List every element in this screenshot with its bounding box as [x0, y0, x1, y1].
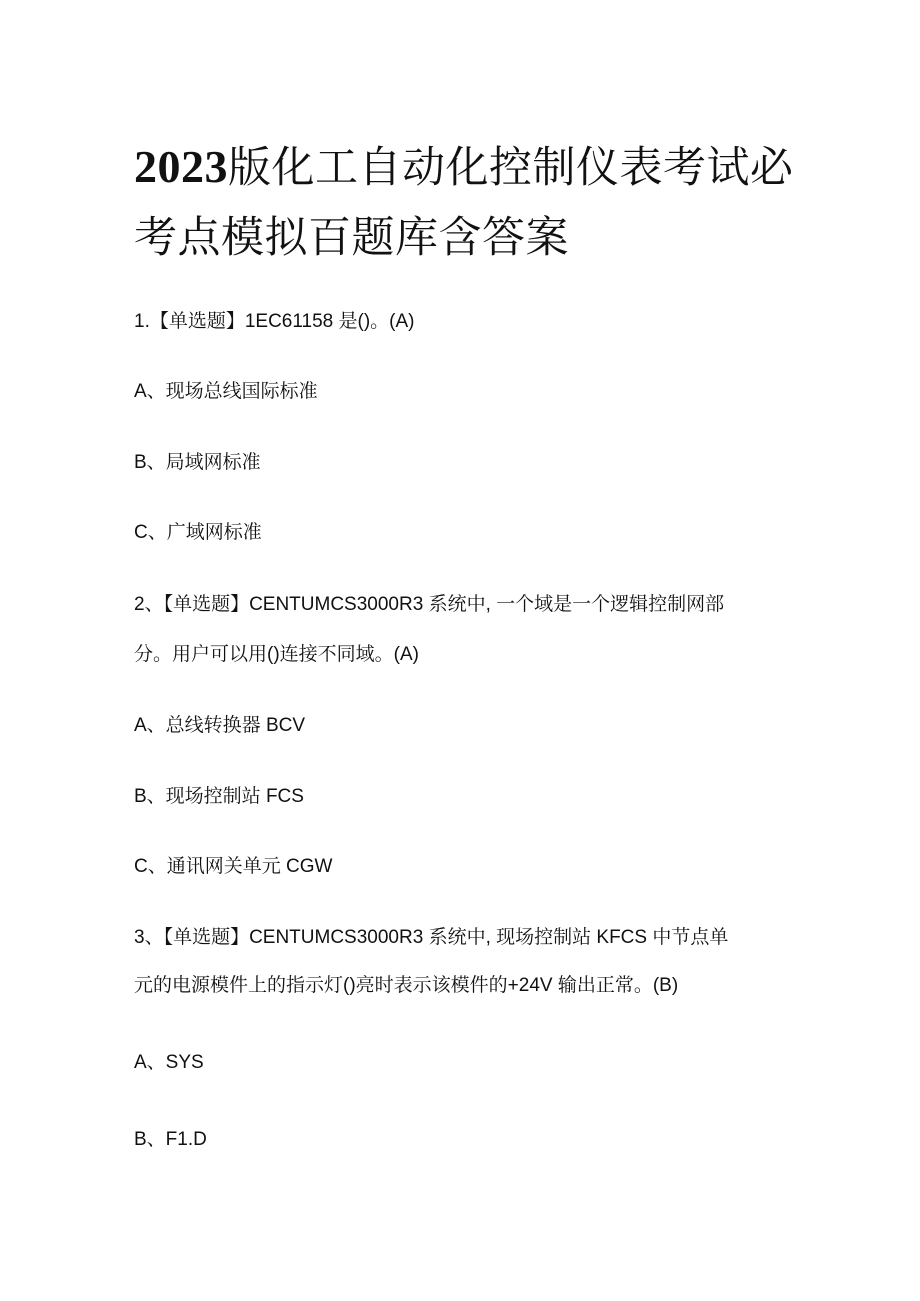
question-3-option-a: A、SYS [134, 1052, 204, 1073]
question-2-stem-line-2: 分。用户可以用()连接不同域。(A) [134, 644, 419, 665]
question-1-option-b: B、局域网标准 [134, 452, 261, 473]
question-1-option-c: C、广域网标准 [134, 522, 262, 543]
title-year: 2023 [134, 141, 228, 192]
question-2-option-a: A、总线转换器 BCV [134, 715, 306, 736]
question-3-stem-line-2: 元的电源模件上的指示灯()亮时表示该模件的+24V 输出正常。(B) [134, 975, 679, 996]
question-1-option-a: A、现场总线国际标准 [134, 381, 318, 402]
question-1-stem: 1.【单选题】1EC61158 是()。(A) [134, 311, 415, 332]
question-3-option-b: B、F1.D [134, 1129, 207, 1150]
document-title [134, 132, 794, 273]
question-2-stem-line-1: 2、【单选题】CENTUMCS3000R3 系统中, 一个域是一个逻辑控制网部 [134, 594, 725, 615]
question-3-stem-line-1: 3、【单选题】CENTUMCS3000R3 系统中, 现场控制站 KFCS 中节点单 [134, 927, 729, 948]
question-2-option-c: C、通讯网关单元 CGW [134, 856, 333, 877]
question-2-option-b: B、现场控制站 FCS [134, 786, 304, 807]
title-text: 版化工自动化控制仪表考试必考点模拟百题库含答案 [134, 143, 794, 263]
